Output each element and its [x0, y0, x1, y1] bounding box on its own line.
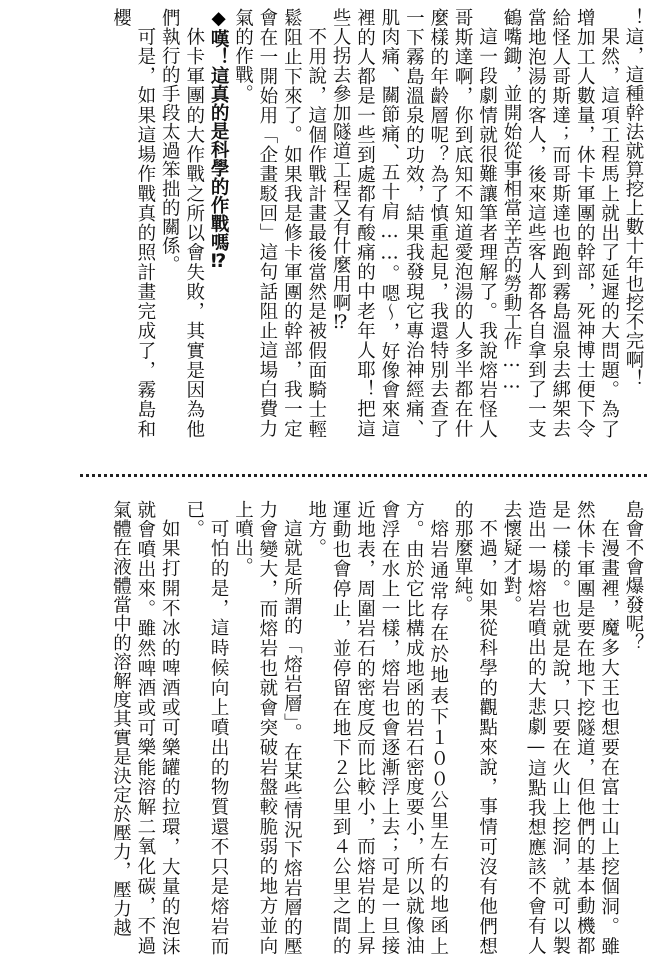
paragraph: 熔岩通常存在於地表下１００公里左右的地函上方。由於它比構成地函的岩石密度要小，所以就像油會浮在水上一樣，熔岩也會逐漸浮上去；可是一旦接近地表，周圍岩石的密度反而比較小，而熔岩的上昇運動也會停止，並停留在地下２公里到４公里之間的地方。 [305, 500, 449, 955]
paragraph: 休卡軍團的大作戰之所以會失敗，其實是因為他們執行的手段太過笨拙的關係。 [159, 8, 205, 438]
paragraph: ！這，這種幹法就算挖上數十年也挖不完啊！ [623, 8, 644, 388]
paragraph: 在漫畫裡，魔多大王也想要在富士山上挖個洞。雖然休卡軍團是要在地下挖隧道，但他們的基本動機都是一樣的。也就是說，只要在火山上挖洞，就可以製造出一場熔岩噴出的大悲劇—這點我想應該不會有人去懷疑才對。 [500, 500, 620, 955]
dotted-divider [80, 474, 647, 477]
paragraph: 這一段劇情就很難讓筆者理解了。我說熔岩怪人哥斯達啊，你到底知不知道愛泡湯的人多半都在什麼樣的年齡層呢？為了慎重起見，我還特別去查了一下霧島溫泉的功效，結果我發現它專治神經痛、肌肉痛、關節痛、五十肩……。嗯～，好像會來這裡的人都是一些到處都有酸痛的中老年人耶！把這些人拐去參加隧道工程又有什麼用啊⁉ [330, 8, 498, 438]
section-heading-text: 嘆！這真的是科學的作戰嗎⁉ [208, 29, 230, 272]
paragraph: 果然，這項工程馬上就出了延遲的大問題。為了增加工人數量，休卡軍團的幹部，死神博士便下令給怪人哥斯達；而哥斯達也跑到霧島溫泉去綁架去當地泡湯的客人，後來這些客人都各自拿到了一支鶴嘴鋤，並開始從事相當辛苦的勞動工作…… [500, 8, 620, 438]
paragraph: 不用說，這個作戰計畫最後當然是被假面騎士輕鬆阻止下來了。如果我是修卡軍團的幹部，我一定會在一開始用「企畫駁回」這句話阻止這場白費力氣的作戰。 [232, 8, 327, 438]
paragraph: 不過，如果從科學的觀點來說，事情可沒有他們想的那麼單純。 [452, 500, 498, 955]
diamond-bullet-icon: ◆ [208, 8, 230, 29]
bottom-text-block [20, 500, 645, 955]
paragraph: 這就是所謂的「熔岩層」。在某些情況下熔岩層的壓力會變大，而熔岩也就會突破岩盤較脆弱的地方並向上噴出。 [232, 500, 303, 955]
paragraph: 可怕的是，這時候向上噴出的物質還不只是熔岩而已。 [183, 500, 230, 955]
paragraph: 可是，如果這場作戰真的照計畫完成了，霧島和櫻 [110, 8, 156, 438]
top-text-block [20, 8, 645, 438]
paragraph: 島會不會爆發呢？ [623, 500, 644, 652]
paragraph: 如果打開不冰的啤酒或可樂罐的拉環，大量的泡沫就會噴出來。雖然啤酒或可樂能溶解二氧化碳，不過氣體在液體當中的溶解度其實是決定於壓力，壓力越 [110, 500, 181, 955]
section-heading [206, 8, 230, 438]
